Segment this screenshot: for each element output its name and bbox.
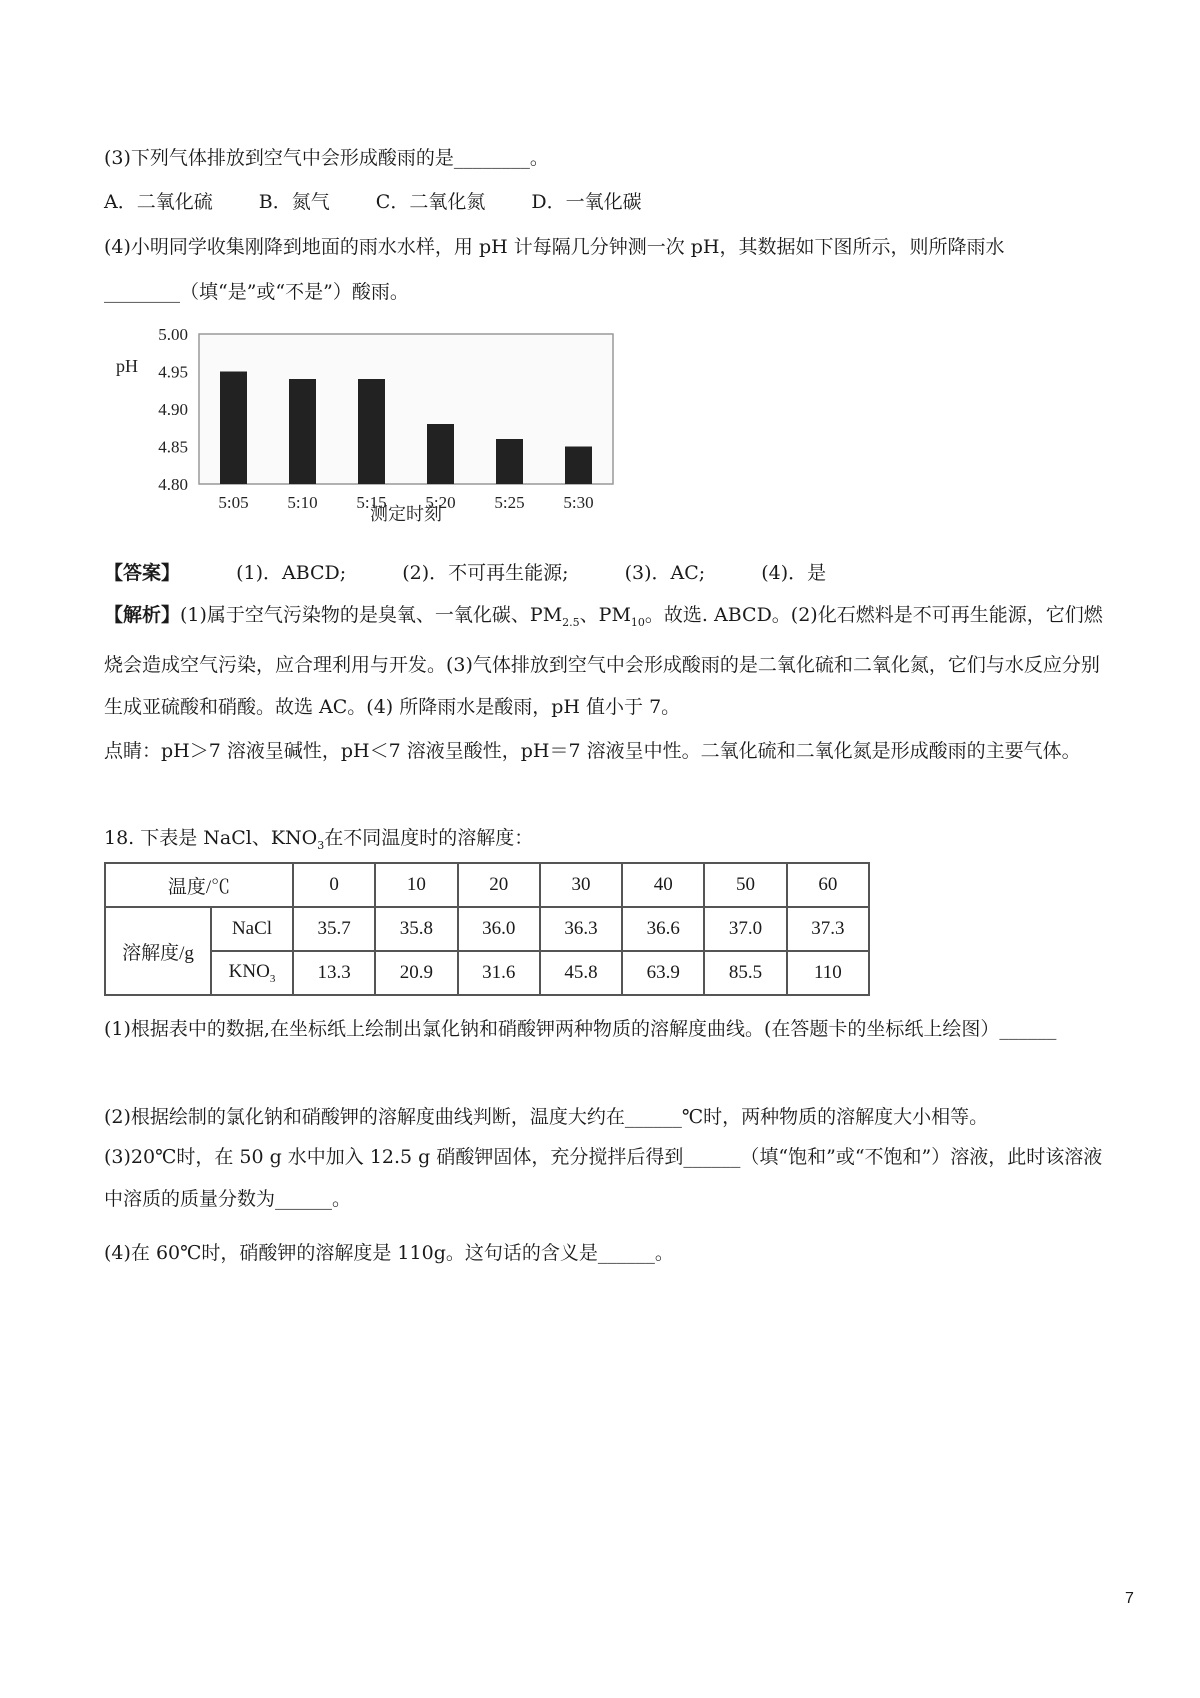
table-header-row: [105, 863, 869, 907]
q18-stem-b: 在不同温度时的溶解度：: [324, 827, 534, 849]
table-cell: 31.6: [458, 951, 540, 995]
temp-0: 0: [293, 863, 375, 907]
q18-part1: (1)根据表中的数据,在坐标纸上绘制出氯化钠和硝酸钾两种物质的溶解度曲线。(在答题卡的坐标纸上绘图）______: [104, 1018, 1057, 1040]
x-tick-label: 5:10: [287, 493, 318, 512]
answer-item-4: (4)．是: [761, 562, 827, 584]
solubility-label: 溶解度/g: [105, 907, 211, 995]
q18-part4: (4)在 60℃时，硝酸钾的溶解度是 110g。这句话的含义是______。: [104, 1242, 674, 1264]
bar-5:15: [358, 379, 385, 484]
y-tick-label: 4.85: [158, 437, 188, 457]
x-tick-label: 5:20: [425, 493, 456, 512]
y-axis-label: pH: [116, 356, 138, 376]
answer-label: 【答案】: [104, 562, 181, 584]
option-d: D．一氧化碳: [531, 191, 642, 213]
table-cell: 85.5: [704, 951, 786, 995]
bar-5:25: [496, 439, 523, 484]
table-cell: 63.9: [622, 951, 704, 995]
ph-bar-chart: [104, 322, 624, 532]
answer-line: [104, 558, 826, 585]
table-cell: 36.3: [540, 907, 622, 951]
temp-20: 20: [458, 863, 540, 907]
table-cell: 36.0: [458, 907, 540, 951]
q17-part3: (3)下列气体排放到空气中会形成酸雨的是________。: [104, 147, 549, 169]
table-cell: 110: [787, 951, 869, 995]
q18-stem-sub: 3: [317, 838, 325, 852]
analysis-text-b: 、PM: [579, 604, 631, 626]
q17-options: [104, 187, 682, 214]
x-tick-label: 5:30: [563, 493, 594, 512]
answer-item-1: (1)．ABCD;: [236, 562, 347, 584]
bar-5:30: [565, 447, 592, 485]
q18-part2: (2)根据绘制的氯化钠和硝酸钾的溶解度曲线判断，温度大约在______℃时，两种物质的溶解度大小相等。: [104, 1106, 989, 1128]
temp-50: 50: [704, 863, 786, 907]
plot-frame: [199, 334, 613, 484]
temp-30: 30: [540, 863, 622, 907]
temp-40: 40: [622, 863, 704, 907]
table-cell: 45.8: [540, 951, 622, 995]
q17-part4-line2: ________（填“是”或“不是”）酸雨。: [104, 281, 409, 303]
q18-stem-a: 18. 下表是 NaCl、KNO: [104, 827, 318, 849]
nacl-label: NaCl: [211, 907, 293, 951]
table-cell: 35.7: [293, 907, 375, 951]
temp-10: 10: [375, 863, 457, 907]
analysis-sub-a: 2.5: [562, 615, 580, 629]
y-tick-label: 5.00: [158, 325, 188, 344]
table-row-nacl: [105, 907, 869, 951]
y-tick-label: 4.90: [158, 400, 188, 419]
table-cell: 20.9: [375, 951, 457, 995]
bar-5:20: [427, 424, 454, 484]
kno3-label-main: KNO: [228, 961, 270, 983]
bar-5:05: [220, 372, 247, 485]
q18-part3: (3)20℃时，在 50 g 水中加入 12.5 g 硝酸钾固体，充分搅拌后得到______（填“饱和”或“不饱和”）溶液，此时该溶液中溶质的质量分数为______。: [104, 1146, 1103, 1210]
table-row-kno3: [105, 951, 869, 995]
page-number: 7: [1125, 1590, 1134, 1607]
q17-part4-line1: (4)小明同学收集刚降到地面的雨水水样，用 pH 计每隔几分钟测一次 pH，其数据如下图所示，则所降雨水: [104, 236, 1005, 258]
analysis-text-a: (1)属于空气污染物的是臭氧、一氧化碳、PM: [180, 604, 563, 626]
analysis-paragraph: [104, 594, 1104, 728]
kno3-label-sub: 3: [269, 972, 276, 985]
table-cell: 37.0: [704, 907, 786, 951]
answer-item-3: (3)．AC;: [624, 562, 706, 584]
bar-5:10: [289, 379, 316, 484]
option-b: B．氮气: [258, 191, 330, 213]
tip-paragraph: 点睛：pH＞7 溶液呈碱性，pH＜7 溶液呈酸性，pH＝7 溶液呈中性。二氧化硫和二氧化氮是形成酸雨的主要气体。: [104, 740, 1081, 762]
x-axis-label: 测定时刻: [370, 504, 442, 524]
x-tick-label: 5:25: [494, 493, 525, 512]
x-tick-label: 5:15: [356, 493, 387, 512]
q18-stem: [104, 823, 533, 852]
analysis-sub-b: 10: [630, 615, 645, 629]
option-c: C．二氧化氮: [375, 191, 486, 213]
table-cell: 36.6: [622, 907, 704, 951]
table-cell: 13.3: [293, 951, 375, 995]
option-a: A．二氧化硫: [104, 191, 213, 213]
analysis-label: 【解析】: [104, 604, 181, 626]
temp-60: 60: [787, 863, 869, 907]
temp-header: 温度/℃: [105, 863, 293, 907]
y-tick-label: 4.80: [158, 475, 188, 494]
table-cell: 35.8: [375, 907, 457, 951]
analysis-text-c: 。故选. ABCD。(2)化石燃料是不可再生能源，它们燃烧会造成空气污染，应合理利用与开发。(3)气体排放到空气中会形成酸雨的是二氧化硫和二氧化氮，它们与水反应分别生成亚硫酸和硝酸。故选 AC。(4) 所降雨水是酸雨，pH 值小于 7。: [104, 604, 1103, 718]
x-tick-label: 5:05: [218, 493, 249, 512]
table-cell: 37.3: [787, 907, 869, 951]
kno3-label: [211, 951, 293, 995]
answer-item-2: (2)．不可再生能源;: [402, 562, 569, 584]
y-tick-label: 4.95: [158, 362, 188, 382]
solubility-table: [104, 862, 870, 996]
